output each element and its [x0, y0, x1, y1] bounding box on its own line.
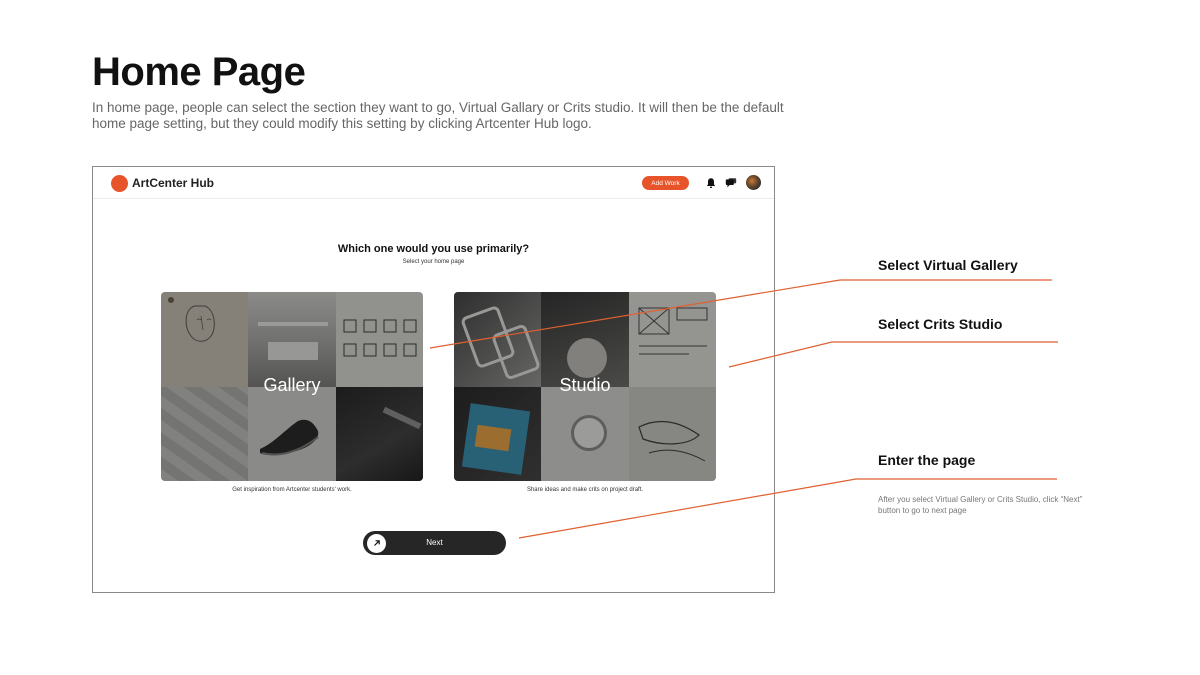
studio-caption: Share ideas and make crits on project draft.	[526, 487, 644, 493]
annotation-select-studio: Select Crits Studio	[878, 316, 1003, 332]
next-button[interactable]	[363, 531, 506, 555]
page-description: In home page, people can select the section they want to go, Virtual Gallary or Crits studio. It will then be the default home page setting, but they could modify this setting by clicking Artcenter Hub logo.	[92, 100, 784, 131]
annotation-enter-page-note: After you select Virtual Gallery or Crits Studio, click “Next” button to go to next page	[878, 495, 1083, 515]
user-avatar[interactable]	[746, 175, 761, 190]
gallery-card-label: Gallery	[263, 375, 321, 395]
next-button-label: Next	[426, 538, 443, 547]
top-navigation-bar	[93, 167, 774, 199]
prompt-question: Which one would you use primarily?	[337, 243, 530, 255]
add-work-button[interactable]: Add Work	[642, 176, 689, 190]
artcenter-hub-logo[interactable]	[111, 174, 214, 192]
annotation-enter-page: Enter the page	[878, 452, 976, 468]
bell-icon[interactable]	[705, 177, 717, 189]
annotation-select-gallery: Select Virtual Gallery	[878, 257, 1018, 273]
logo-text: ArtCenter Hub	[132, 176, 215, 190]
chat-icon[interactable]	[725, 177, 737, 189]
gallery-caption: Get inspiration from Artcenter students' work.	[232, 487, 352, 493]
gallery-card[interactable]	[161, 292, 423, 481]
prompt-subtitle: Select your home page	[402, 259, 465, 265]
logo-circle-icon	[111, 175, 128, 192]
studio-card[interactable]	[454, 292, 716, 481]
page-title: Home Page	[92, 50, 306, 94]
studio-card-label: Studio	[559, 375, 611, 395]
app-mockup	[92, 166, 775, 593]
